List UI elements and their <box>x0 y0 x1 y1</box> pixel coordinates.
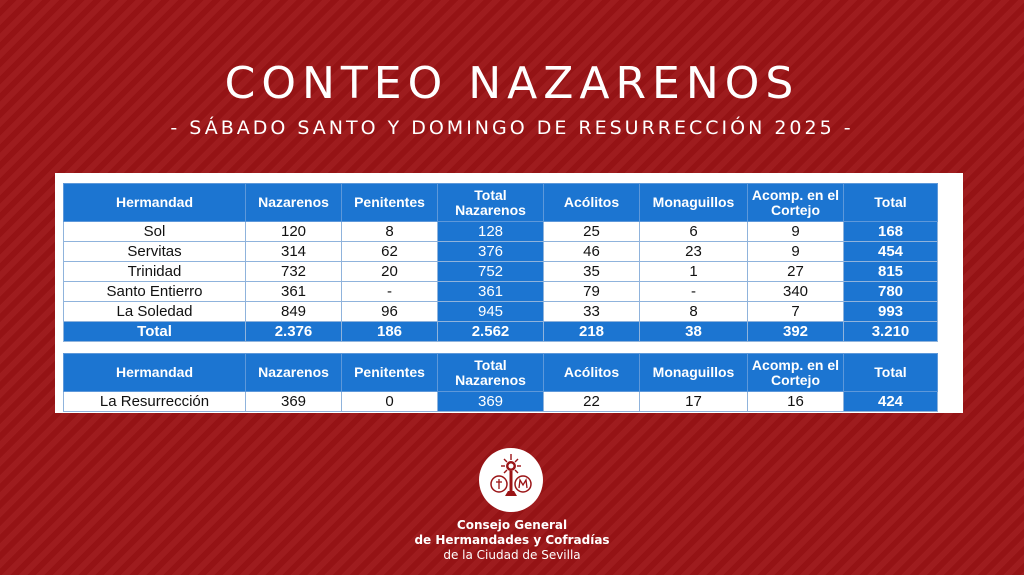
count-cell: 168 <box>844 222 938 242</box>
table-header-row <box>64 184 938 222</box>
count-cell: 369 <box>246 392 342 412</box>
count-cell: 849 <box>246 302 342 322</box>
count-cell: 25 <box>544 222 640 242</box>
hermandad-name-cell: Sol <box>64 222 246 242</box>
count-cell: 17 <box>640 392 748 412</box>
count-cell: 424 <box>844 392 938 412</box>
column-header: Acomp. en el Cortejo <box>748 184 844 222</box>
count-cell: 128 <box>438 222 544 242</box>
count-cell: 945 <box>438 302 544 322</box>
table-row <box>64 302 938 322</box>
column-header: Acólitos <box>544 354 640 392</box>
column-header: Total Nazarenos <box>438 354 544 392</box>
count-cell: 23 <box>640 242 748 262</box>
count-cell: 6 <box>640 222 748 242</box>
column-header: Hermandad <box>64 354 246 392</box>
count-cell: 815 <box>844 262 938 282</box>
column-header: Monaguillos <box>640 354 748 392</box>
page-subtitle: - SÁBADO SANTO Y DOMINGO DE RESURRECCIÓN 2025 - <box>170 117 854 139</box>
column-header: Total Nazarenos <box>438 184 544 222</box>
hermandad-name-cell: La Soledad <box>64 302 246 322</box>
total-cell: 392 <box>748 322 844 342</box>
total-cell: 2.376 <box>246 322 342 342</box>
count-cell: 8 <box>342 222 438 242</box>
column-header: Total <box>844 354 938 392</box>
org-line-2: de Hermandades y Cofradías <box>414 533 610 547</box>
column-header: Penitentes <box>342 354 438 392</box>
count-cell: 993 <box>844 302 938 322</box>
main-count-table <box>63 183 938 342</box>
total-cell: 186 <box>342 322 438 342</box>
count-cell: 20 <box>342 262 438 282</box>
hermandad-name-cell: Trinidad <box>64 262 246 282</box>
table-row <box>64 262 938 282</box>
column-header: Nazarenos <box>246 354 342 392</box>
total-cell: 218 <box>544 322 640 342</box>
count-cell: 9 <box>748 222 844 242</box>
table-row <box>64 242 938 262</box>
count-cell: 35 <box>544 262 640 282</box>
count-cell: 361 <box>246 282 342 302</box>
consejo-emblem-icon <box>479 448 543 512</box>
column-header: Hermandad <box>64 184 246 222</box>
count-cell: - <box>342 282 438 302</box>
count-cell: 62 <box>342 242 438 262</box>
total-label-cell: Total <box>64 322 246 342</box>
tables-panel <box>55 173 963 413</box>
organization-name <box>0 518 1024 563</box>
count-cell: 8 <box>640 302 748 322</box>
resurrection-count-table <box>63 353 938 412</box>
column-header: Monaguillos <box>640 184 748 222</box>
total-cell: 3.210 <box>844 322 938 342</box>
table-row <box>64 222 938 242</box>
org-line-3: de la Ciudad de Sevilla <box>443 548 581 562</box>
count-cell: 340 <box>748 282 844 302</box>
count-cell: 27 <box>748 262 844 282</box>
hermandad-name-cell: Servitas <box>64 242 246 262</box>
count-cell: - <box>640 282 748 302</box>
column-header: Penitentes <box>342 184 438 222</box>
page-title: CONTEO NAZARENOS <box>224 58 800 109</box>
count-cell: 1 <box>640 262 748 282</box>
column-header: Nazarenos <box>246 184 342 222</box>
count-cell: 33 <box>544 302 640 322</box>
count-cell: 369 <box>438 392 544 412</box>
hermandad-name-cell: Santo Entierro <box>64 282 246 302</box>
hermandad-name-cell: La Resurrección <box>64 392 246 412</box>
count-cell: 0 <box>342 392 438 412</box>
org-line-1: Consejo General <box>456 518 568 532</box>
count-cell: 376 <box>438 242 544 262</box>
count-cell: 454 <box>844 242 938 262</box>
count-cell: 22 <box>544 392 640 412</box>
total-cell: 38 <box>640 322 748 342</box>
count-cell: 780 <box>844 282 938 302</box>
count-cell: 314 <box>246 242 342 262</box>
total-cell: 2.562 <box>438 322 544 342</box>
column-header: Total <box>844 184 938 222</box>
count-cell: 46 <box>544 242 640 262</box>
count-cell: 120 <box>246 222 342 242</box>
table-row <box>64 282 938 302</box>
count-cell: 732 <box>246 262 342 282</box>
count-cell: 7 <box>748 302 844 322</box>
count-cell: 16 <box>748 392 844 412</box>
table-header-row <box>64 354 938 392</box>
column-header: Acólitos <box>544 184 640 222</box>
count-cell: 9 <box>748 242 844 262</box>
table-row <box>64 392 938 412</box>
table-total-row <box>64 322 938 342</box>
count-cell: 752 <box>438 262 544 282</box>
count-cell: 96 <box>342 302 438 322</box>
count-cell: 361 <box>438 282 544 302</box>
column-header: Acomp. en el Cortejo <box>748 354 844 392</box>
count-cell: 79 <box>544 282 640 302</box>
